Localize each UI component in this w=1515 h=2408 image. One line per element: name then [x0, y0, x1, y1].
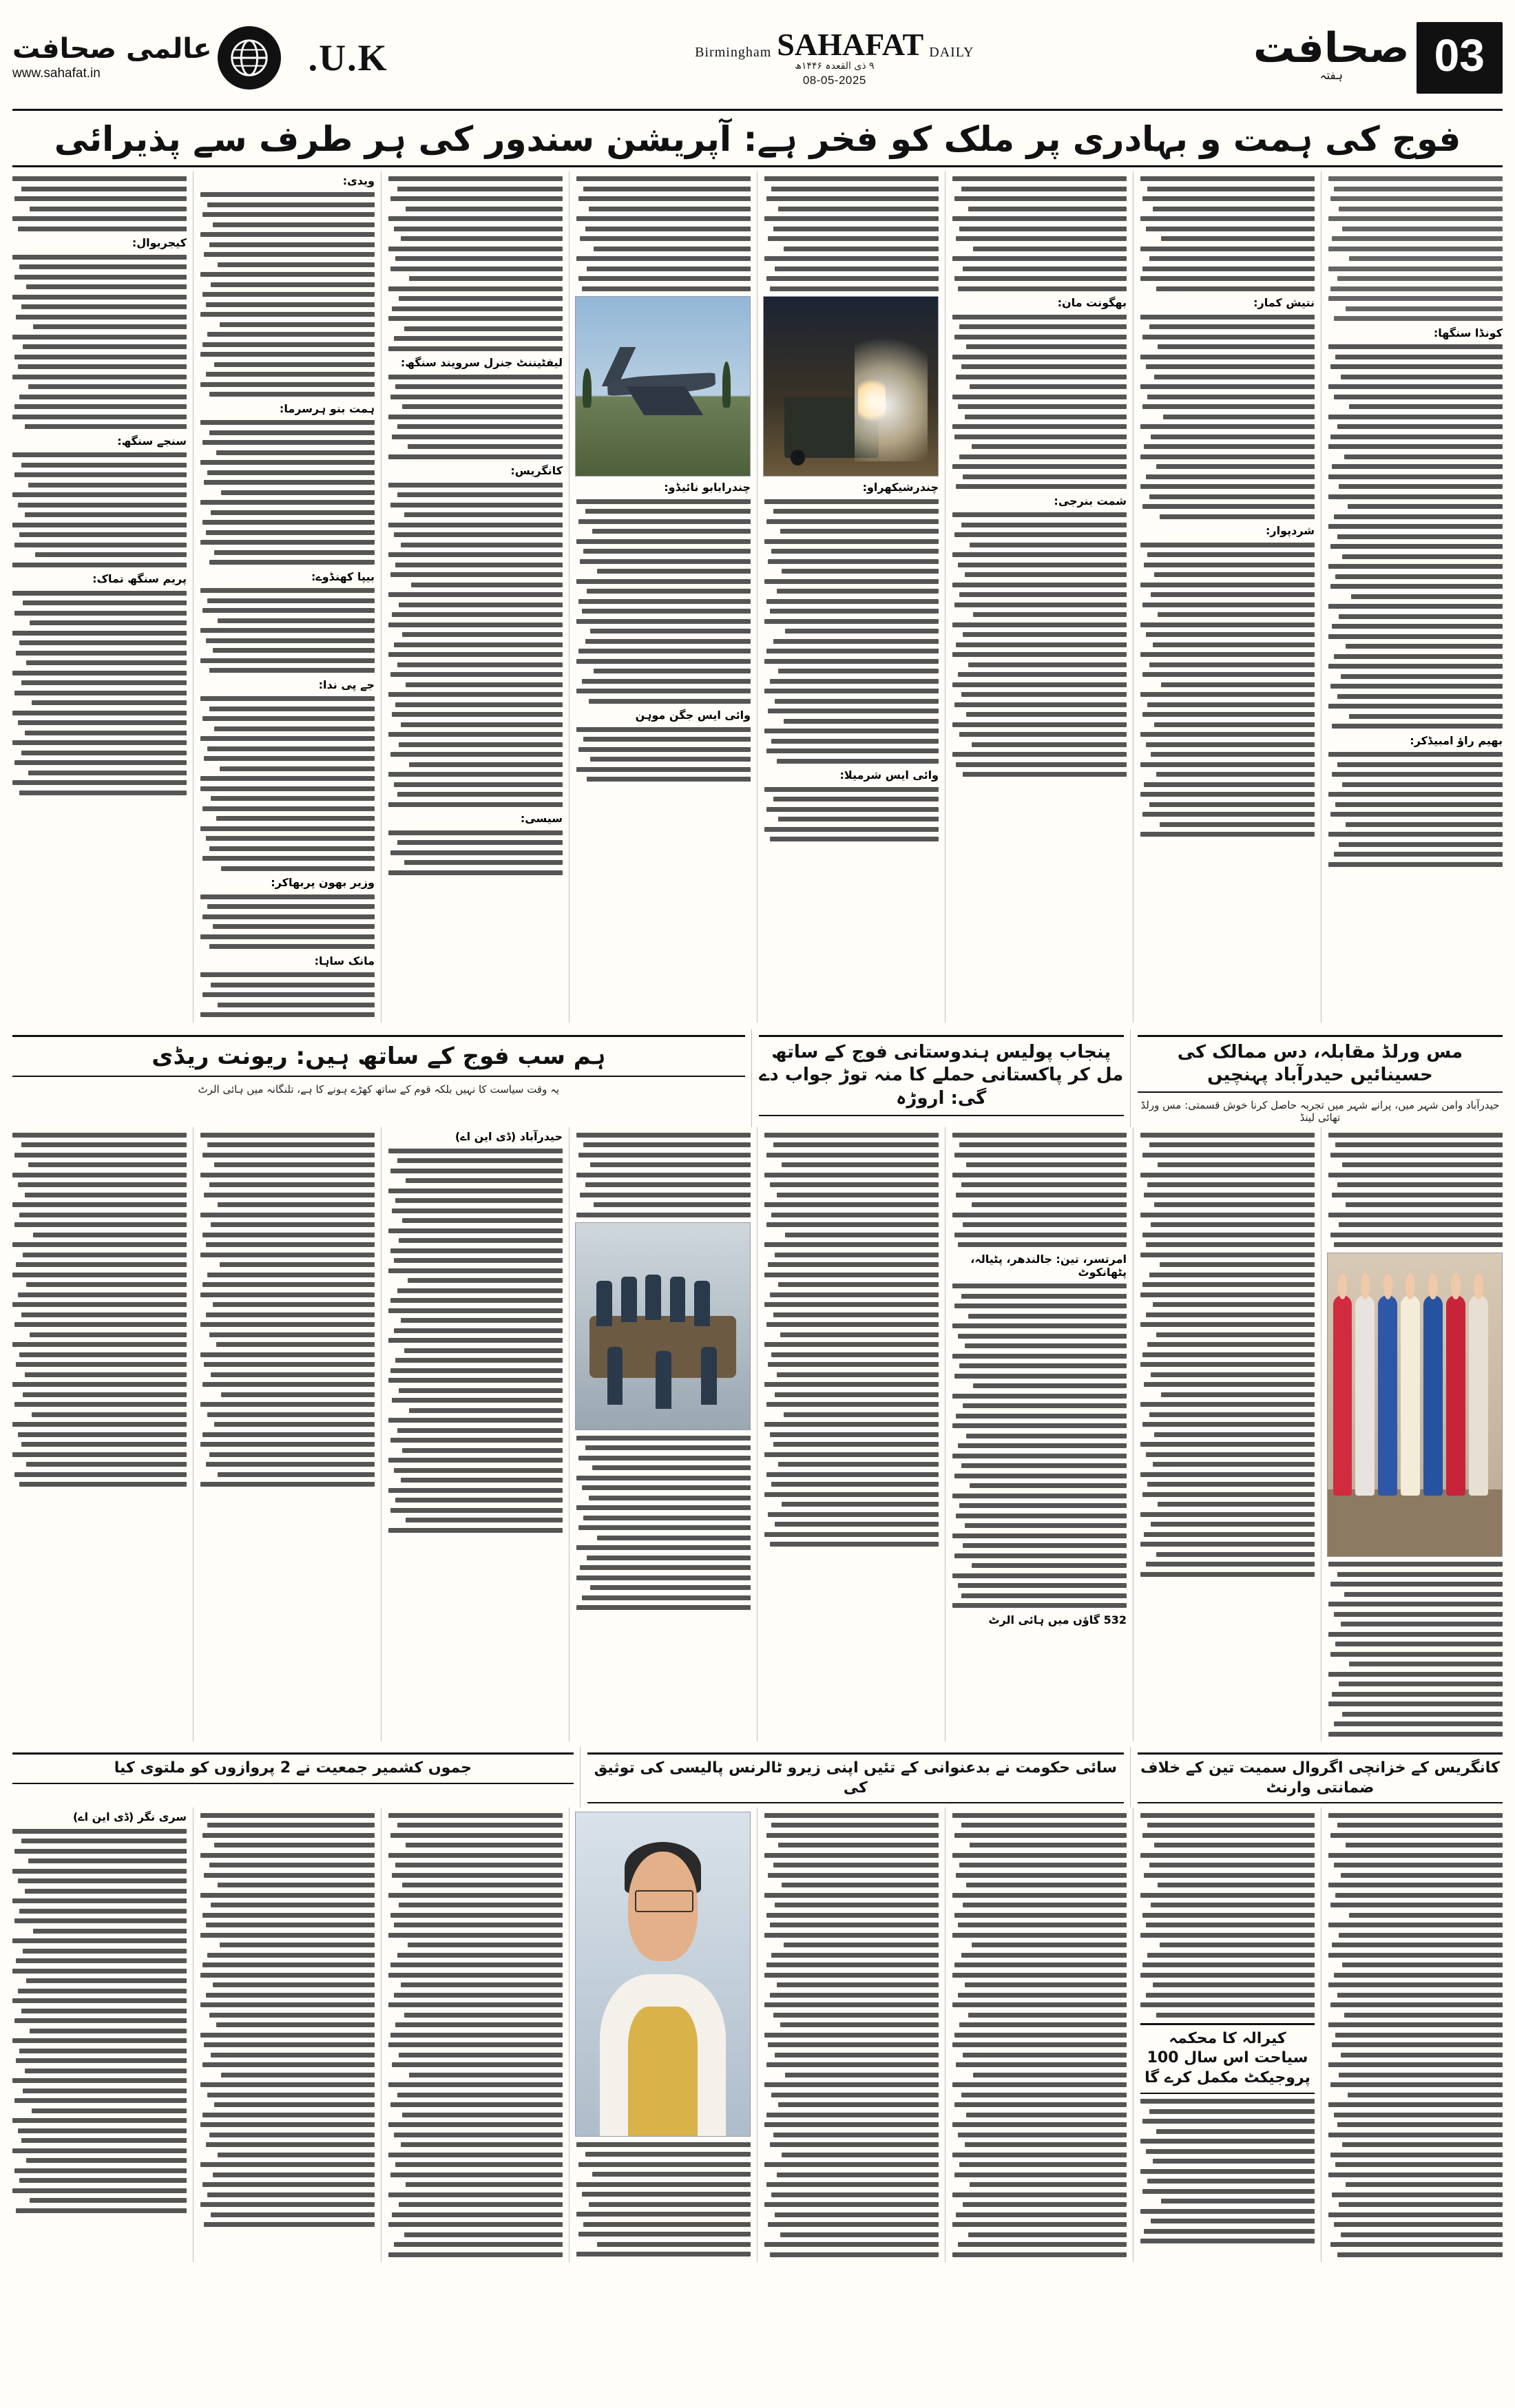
lead-column-7 [200, 171, 382, 1023]
middle-headline-band [12, 1029, 1503, 1128]
body-text-block [200, 420, 375, 565]
body-text-block [764, 499, 939, 764]
body-text-block [1328, 1133, 1503, 1248]
body-text-block [1328, 176, 1503, 321]
body-text-block [576, 2142, 751, 2257]
kerala-tourism-headline: کیرالہ کا محکمہ سیاحت اس سال 100 پروجیکٹ مکمل کرے گا [1140, 2023, 1315, 2094]
body-text-block [1140, 176, 1315, 291]
body-text-block [1140, 1133, 1315, 1577]
subhead-bhimrao: بھیم راؤ امبیڈکر: [1410, 733, 1503, 747]
with-army-kicker: یہ وقت سیاست کا نہیں بلکہ قوم کے ساتھ کھڑے ہونے کا ہے، تلنگانہ میں ہائی الرٹ [198, 1082, 560, 1096]
subhead-manik-saha: مانک ساہا: [314, 954, 375, 967]
subhead-nitish-kumar: نتیش کمار: [1253, 296, 1315, 309]
fighter-jet-photo [575, 296, 751, 477]
globe-icon [218, 26, 281, 90]
urdu-logo-text: صحافت [1253, 23, 1410, 72]
body-text-block [12, 452, 187, 567]
body-text-block [1140, 1813, 1315, 2018]
stage-floor-shape [1328, 1489, 1502, 1556]
lead-column-6 [388, 171, 570, 1023]
lower-headline-band [12, 1747, 1503, 1808]
subhead-sanjay-singh: سنجے سنگھ: [117, 434, 187, 448]
body-text-block [388, 830, 563, 875]
body-text-block [576, 1133, 751, 1217]
body-text-block [200, 1133, 375, 1487]
miss-world-head-wrap [1138, 1029, 1503, 1128]
body-text-block [1140, 2099, 1315, 2243]
lead-column-5 [576, 171, 758, 1023]
body-text-block [1328, 752, 1503, 867]
lower-column-8 [12, 1808, 194, 2262]
miss-world-headline: مس ورلڈ مقابلہ، دس ممالک کی حسینائیں حیدرآباد پہنچیں [1138, 1035, 1503, 1093]
kashmir-flights-head-wrap [12, 1747, 581, 1808]
body-text-block [952, 1284, 1127, 1608]
with-army-head-wrap [12, 1029, 752, 1128]
body-text-block [12, 1133, 187, 1487]
glasses-icon [635, 1890, 693, 1912]
region-label: U.K. [308, 37, 388, 78]
subhead-sisi: سیسی: [520, 812, 563, 825]
tree-shape [583, 368, 592, 408]
brand-urdu: عالمی صحافت [12, 33, 212, 65]
paper-title: SAHAFAT [777, 26, 924, 62]
subhead-bhagwant-mann: بھگونت مان: [1057, 296, 1127, 309]
lower-column-2 [1140, 1808, 1321, 2262]
body-text-block [388, 176, 563, 351]
subhead-mamta-banerjee: شمت بنرجی: [1054, 494, 1127, 507]
lower-story-columns [12, 1808, 1503, 2262]
kashmir-flights-headline: جموں کشمیر جمعیت نے 2 پروازوں کو ملتوی کیا [12, 1752, 574, 1784]
body-text-block [952, 176, 1127, 291]
miss-world-contestants-photo [1327, 1253, 1503, 1557]
punjab-police-headline: پنجاب پولیس ہندوستانی فوج کے ساتھ مل کر پاکستانی حملے کا منہ توڑ جواب دے گی: اروڑہ [759, 1035, 1124, 1116]
body-text-block [576, 1436, 751, 1611]
middle-story-columns [12, 1127, 1503, 1741]
middle-column-5 [576, 1127, 758, 1741]
edition-city: Birmingham [695, 44, 772, 60]
issue-date: 08-05-2025 [802, 73, 866, 87]
body-text-block [200, 192, 375, 397]
body-text-block [12, 1829, 187, 2213]
subhead-lt-gen-sarvind-singh: لیفٹیننٹ جنرل سرویند سنگھ: [400, 356, 563, 369]
subhead-tamak: پریم سنگھ تماک: [92, 572, 187, 585]
body-text-block [200, 786, 375, 871]
subhead-bipa-khandwe: جے پی ندا: [318, 678, 375, 691]
subhead-himanta-biswa-sarma: ہمت بنو ہرسرما: [279, 401, 375, 415]
congress-warrant-headline: کانگریس کے خزانچی اگروال سمیت تین کے خلاف ضمانتی وارنٹ [1138, 1752, 1503, 1803]
with-army-dateline: حیدرآباد (ڈی این اے) [454, 1130, 563, 1144]
body-text-block [764, 787, 939, 842]
body-text-block [764, 176, 939, 291]
chief-minister-portrait-photo [575, 1812, 751, 2137]
subhead-ys-sharmila: وائی ایس شرمیلا: [839, 768, 939, 782]
body-text-block [764, 1133, 939, 1547]
lead-column-4 [764, 171, 945, 1023]
body-text-block [12, 255, 187, 430]
body-text-block [1328, 344, 1503, 729]
lead-column-1 [1328, 171, 1503, 1023]
brand-block [12, 34, 212, 81]
body-text-block [200, 696, 375, 781]
middle-column-4 [764, 1127, 945, 1741]
middle-column-1 [1328, 1127, 1503, 1741]
body-text-block [576, 176, 751, 291]
lead-column-2 [1140, 171, 1321, 1023]
zero-tolerance-headline: سائی حکومت نے بدعنوانی کے تئیں اپنی زیرو ٹالرنس پالیسی کی توثیق کی [587, 1752, 1124, 1803]
tree-shape [722, 362, 731, 408]
body-text-block [1140, 315, 1315, 519]
body-text-block [200, 972, 375, 1017]
body-text-block [576, 499, 751, 704]
congress-warrant-head-wrap [1138, 1747, 1503, 1808]
with-army-headline: ہم سب فوج کے ساتھ ہیں: ریونت ریڈی [12, 1035, 745, 1077]
body-text-block [952, 1133, 1127, 1248]
body-text-block [952, 512, 1127, 777]
miss-world-kicker: حیدرآباد وامن شہر میں، پرانے شہر میں تجربہ حاصل کرنا خوش قسمتی: مس ورلڈ تھائی لینڈ [1140, 1099, 1500, 1124]
body-text-block [388, 375, 563, 459]
body-text-block [200, 588, 375, 673]
lower-column-6 [388, 1808, 570, 2262]
zero-tolerance-head-wrap [587, 1747, 1131, 1808]
subhead-sharad-pawar: شردپوار: [1265, 524, 1315, 537]
middle-column-2 [1140, 1127, 1321, 1741]
subhead-chandrashekhar-rao: چندرشیکھراو: [862, 481, 939, 494]
portrait-scarf-shape [628, 2007, 698, 2136]
daily-label: DAILY [929, 44, 974, 60]
subhead-shashi-tharoor: کونڈا سنگھا: [1433, 326, 1503, 339]
smoke-plume-shape [855, 322, 928, 461]
body-text-block [1328, 1813, 1503, 2257]
body-text-block [200, 1813, 375, 2228]
lead-column-8 [12, 171, 194, 1023]
lower-column-4 [764, 1808, 945, 2262]
body-text-block [388, 483, 563, 807]
lower-column-7 [200, 1808, 382, 2262]
cm-review-meeting-photo [575, 1222, 751, 1430]
body-text-block [764, 1813, 939, 2257]
lead-story-columns [12, 171, 1503, 1023]
punjab-police-head-wrap [759, 1029, 1131, 1128]
masthead [12, 10, 1503, 111]
middle-column-3 [952, 1127, 1133, 1741]
subhead-prem-singh-tamak: وزیر بھون پربھاکر: [271, 876, 375, 889]
lower-column-1 [1328, 1808, 1503, 2262]
subhead-chandrababu-naidu: چندرابابو نائیڈو: [664, 481, 751, 494]
subhead-vedi: ویدی: [342, 174, 375, 187]
body-text-block [576, 727, 751, 782]
lower-column-5 [576, 1808, 758, 2262]
masthead-right [12, 10, 281, 106]
subhead-konda-sangha: بیپا کھنڈوے: [311, 569, 375, 583]
body-text-block [200, 894, 375, 950]
missile-launch-photo [763, 296, 939, 477]
subhead-kejriwal: کیجریوال: [132, 236, 187, 249]
body-text-block [12, 176, 187, 231]
hijri-date: ۹ ذی القعدہ ۱۴۴۶ھ [795, 60, 875, 72]
subhead-ys-jagan-mohan: وائی ایس جگن موہن [635, 709, 751, 722]
kashmir-flights-dateline: سری نگر (ڈی این اے) [72, 1810, 187, 1824]
body-text-block [12, 591, 187, 795]
website-url[interactable]: www.sahafat.in [12, 66, 101, 81]
middle-column-8 [12, 1127, 194, 1741]
body-text-block [1140, 543, 1315, 837]
page-number: 03 [1417, 22, 1503, 94]
urdu-masthead-logo [1253, 23, 1410, 89]
middle-column-7 [200, 1127, 382, 1741]
masthead-left [1253, 10, 1503, 106]
lower-column-3 [952, 1808, 1133, 2262]
body-text-block [952, 1813, 1127, 2257]
punjab-detail-1: امرتسر، تین: جالندھر، پٹیالہ، پٹھانکوٹ [970, 1252, 1127, 1279]
body-text-block [952, 315, 1127, 490]
punjab-detail-2: 532 گاؤں میں ہائی الرٹ [988, 1613, 1127, 1626]
lead-headline: فوج کی ہمت و بہادری پر ملک کو فخر ہے: آپریشن سندور کی ہر طرف سے پذیرائی [12, 111, 1503, 167]
body-text-block [388, 1813, 563, 2257]
lead-column-3 [952, 171, 1133, 1023]
urdu-logo-sub: ہفتہ [1319, 68, 1344, 83]
body-text-block [388, 1149, 563, 1533]
masthead-center [416, 10, 1253, 106]
middle-column-6 [388, 1127, 570, 1741]
body-text-block [1328, 1562, 1503, 1737]
subhead-nath: کانگریس: [510, 464, 563, 477]
masthead-title-row [695, 26, 974, 62]
